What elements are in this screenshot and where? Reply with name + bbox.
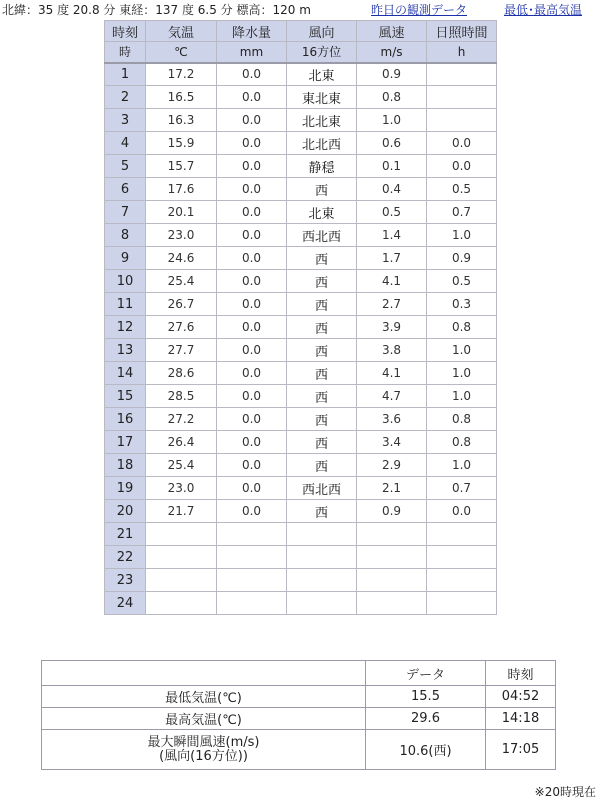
cell-temperature: 17.2 xyxy=(146,63,217,86)
units-row xyxy=(105,42,497,63)
cell-wind-speed: 0.4 xyxy=(357,178,427,201)
extremes-table xyxy=(41,660,556,770)
cell-wind-direction: 西 xyxy=(287,500,357,523)
cell-hour: 17 xyxy=(105,431,146,454)
cell-temperature: 26.7 xyxy=(146,293,217,316)
cell-wind-speed: 4.1 xyxy=(357,270,427,293)
cell-temperature: 27.6 xyxy=(146,316,217,339)
cell-wind-direction: 東北東 xyxy=(287,86,357,109)
cell-sunshine xyxy=(427,63,497,86)
cell-sunshine: 1.0 xyxy=(427,362,497,385)
table-row xyxy=(105,132,497,155)
cell-wind-speed: 3.9 xyxy=(357,316,427,339)
table-row xyxy=(105,546,497,569)
cell-sunshine: 0.7 xyxy=(427,477,497,500)
cell-hour: 18 xyxy=(105,454,146,477)
cell-precipitation: 0.0 xyxy=(217,132,287,155)
yesterday-data-link[interactable]: 昨日の観測データ xyxy=(371,3,468,17)
cell-hour: 3 xyxy=(105,109,146,132)
cell-wind-direction: 西 xyxy=(287,270,357,293)
cell-wind-direction xyxy=(287,523,357,546)
max-gust-time: 17:05 xyxy=(486,730,556,770)
min-temp-time: 04:52 xyxy=(486,686,556,708)
cell-wind-speed: 3.6 xyxy=(357,408,427,431)
cell-sunshine: 1.0 xyxy=(427,224,497,247)
cell-temperature: 26.4 xyxy=(146,431,217,454)
cell-precipitation: 0.0 xyxy=(217,224,287,247)
cell-hour: 15 xyxy=(105,385,146,408)
cell-hour: 14 xyxy=(105,362,146,385)
cell-wind-speed: 0.9 xyxy=(357,63,427,86)
cell-temperature: 28.5 xyxy=(146,385,217,408)
cell-precipitation: 0.0 xyxy=(217,109,287,132)
cell-wind-direction: 西 xyxy=(287,454,357,477)
cell-precipitation xyxy=(217,546,287,569)
cell-sunshine: 1.0 xyxy=(427,454,497,477)
header-precipitation: 降水量 xyxy=(217,21,287,42)
cell-precipitation: 0.0 xyxy=(217,63,287,86)
cell-hour: 12 xyxy=(105,316,146,339)
cell-hour: 23 xyxy=(105,569,146,592)
cell-precipitation xyxy=(217,592,287,615)
cell-wind-direction: 西 xyxy=(287,178,357,201)
table-row xyxy=(105,431,497,454)
cell-temperature xyxy=(146,523,217,546)
cell-temperature xyxy=(146,592,217,615)
cell-wind-direction xyxy=(287,546,357,569)
cell-wind-direction: 西 xyxy=(287,247,357,270)
cell-sunshine: 0.8 xyxy=(427,408,497,431)
cell-sunshine: 0.7 xyxy=(427,201,497,224)
cell-hour: 5 xyxy=(105,155,146,178)
cell-wind-direction: 北東 xyxy=(287,63,357,86)
cell-precipitation: 0.0 xyxy=(217,270,287,293)
extremes-header-blank xyxy=(42,661,366,686)
cell-temperature: 15.7 xyxy=(146,155,217,178)
cell-hour: 11 xyxy=(105,293,146,316)
max-gust-label-line1: 最大瞬間風速(m/s) xyxy=(147,734,260,750)
unit-precipitation: mm xyxy=(217,42,287,63)
cell-hour: 16 xyxy=(105,408,146,431)
unit-sunshine: h xyxy=(427,42,497,63)
min-temp-label: 最低気温(℃) xyxy=(42,686,366,708)
cell-wind-speed: 0.8 xyxy=(357,86,427,109)
table-row xyxy=(105,339,497,362)
cell-temperature: 28.6 xyxy=(146,362,217,385)
cell-temperature: 21.7 xyxy=(146,500,217,523)
cell-wind-direction: 静穏 xyxy=(287,155,357,178)
max-gust-value: 10.6(西) xyxy=(366,730,486,770)
cell-temperature: 27.2 xyxy=(146,408,217,431)
table-row xyxy=(42,686,556,708)
cell-wind-direction: 西 xyxy=(287,293,357,316)
cell-wind-direction: 北東 xyxy=(287,201,357,224)
cell-temperature: 23.0 xyxy=(146,477,217,500)
cell-sunshine: 0.8 xyxy=(427,431,497,454)
location-info: 北緯：35 度 20.8 分 東経：137 度 6.5 分 標高：120 m xyxy=(2,3,311,17)
cell-wind-speed xyxy=(357,569,427,592)
cell-temperature: 16.5 xyxy=(146,86,217,109)
cell-sunshine: 0.5 xyxy=(427,270,497,293)
table-row xyxy=(105,454,497,477)
cell-wind-direction: 西北西 xyxy=(287,224,357,247)
cell-hour: 7 xyxy=(105,201,146,224)
cell-wind-speed: 2.1 xyxy=(357,477,427,500)
max-temp-label: 最高気温(℃) xyxy=(42,708,366,730)
cell-wind-speed: 2.7 xyxy=(357,293,427,316)
table-row xyxy=(42,708,556,730)
cell-hour: 6 xyxy=(105,178,146,201)
cell-precipitation: 0.0 xyxy=(217,339,287,362)
cell-wind-direction: 西 xyxy=(287,316,357,339)
cell-precipitation: 0.0 xyxy=(217,385,287,408)
extremes-header-time: 時刻 xyxy=(486,661,556,686)
max-temp-value: 29.6 xyxy=(366,708,486,730)
unit-time: 時 xyxy=(105,42,146,63)
cell-wind-speed: 4.1 xyxy=(357,362,427,385)
cell-temperature: 20.1 xyxy=(146,201,217,224)
header-time: 時刻 xyxy=(105,21,146,42)
unit-temperature: ℃ xyxy=(146,42,217,63)
cell-precipitation: 0.0 xyxy=(217,178,287,201)
cell-sunshine: 0.0 xyxy=(427,132,497,155)
header-wind-direction: 風向 xyxy=(287,21,357,42)
cell-sunshine: 0.5 xyxy=(427,178,497,201)
extremes-header-row xyxy=(42,661,556,686)
cell-wind-speed: 2.9 xyxy=(357,454,427,477)
header-sunshine: 日照時間 xyxy=(427,21,497,42)
header-row xyxy=(105,21,497,42)
observation-table xyxy=(104,20,497,615)
cell-precipitation: 0.0 xyxy=(217,86,287,109)
cell-wind-speed: 0.5 xyxy=(357,201,427,224)
max-gust-label-line2: (風向(16方位)) xyxy=(159,748,248,764)
table-row xyxy=(105,385,497,408)
table-row xyxy=(105,500,497,523)
cell-sunshine: 0.0 xyxy=(427,500,497,523)
cell-sunshine: 0.8 xyxy=(427,316,497,339)
table-row xyxy=(105,362,497,385)
cell-wind-speed: 0.9 xyxy=(357,500,427,523)
cell-wind-direction xyxy=(287,592,357,615)
cell-sunshine: 1.0 xyxy=(427,339,497,362)
cell-wind-speed xyxy=(357,546,427,569)
cell-temperature: 23.0 xyxy=(146,224,217,247)
cell-precipitation: 0.0 xyxy=(217,431,287,454)
cell-wind-speed: 3.8 xyxy=(357,339,427,362)
cell-wind-direction: 西 xyxy=(287,385,357,408)
cell-temperature: 24.6 xyxy=(146,247,217,270)
cell-temperature xyxy=(146,569,217,592)
cell-sunshine xyxy=(427,592,497,615)
header-temperature: 気温 xyxy=(146,21,217,42)
table-row xyxy=(105,408,497,431)
cell-precipitation: 0.0 xyxy=(217,362,287,385)
cell-wind-speed: 1.7 xyxy=(357,247,427,270)
table-row xyxy=(105,86,497,109)
cell-hour: 4 xyxy=(105,132,146,155)
cell-hour: 21 xyxy=(105,523,146,546)
cell-precipitation: 0.0 xyxy=(217,500,287,523)
table-row xyxy=(105,477,497,500)
header-wind-speed: 風速 xyxy=(357,21,427,42)
cell-wind-speed: 0.6 xyxy=(357,132,427,155)
table-row xyxy=(105,592,497,615)
cell-precipitation: 0.0 xyxy=(217,201,287,224)
cell-sunshine xyxy=(427,569,497,592)
cell-hour: 13 xyxy=(105,339,146,362)
header-bar xyxy=(2,1,600,19)
cell-wind-direction: 北北東 xyxy=(287,109,357,132)
cell-wind-direction: 西 xyxy=(287,408,357,431)
cell-temperature: 25.4 xyxy=(146,270,217,293)
max-gust-label xyxy=(42,730,366,770)
cell-temperature xyxy=(146,546,217,569)
table-row xyxy=(105,293,497,316)
cell-wind-speed xyxy=(357,523,427,546)
cell-wind-speed: 1.0 xyxy=(357,109,427,132)
table-row xyxy=(105,109,497,132)
cell-hour: 22 xyxy=(105,546,146,569)
cell-sunshine: 1.0 xyxy=(427,385,497,408)
table-row xyxy=(42,730,556,770)
table-row xyxy=(105,178,497,201)
max-temp-time: 14:18 xyxy=(486,708,556,730)
min-temp-value: 15.5 xyxy=(366,686,486,708)
cell-precipitation xyxy=(217,523,287,546)
cell-temperature: 27.7 xyxy=(146,339,217,362)
cell-hour: 8 xyxy=(105,224,146,247)
cell-temperature: 15.9 xyxy=(146,132,217,155)
cell-wind-direction: 西 xyxy=(287,362,357,385)
cell-hour: 9 xyxy=(105,247,146,270)
current-time-note: ※20時現在 xyxy=(534,785,596,799)
cell-wind-speed xyxy=(357,592,427,615)
cell-hour: 1 xyxy=(105,63,146,86)
cell-precipitation: 0.0 xyxy=(217,454,287,477)
unit-wind-speed: m/s xyxy=(357,42,427,63)
cell-wind-direction xyxy=(287,569,357,592)
table-row xyxy=(105,270,497,293)
cell-hour: 24 xyxy=(105,592,146,615)
cell-precipitation: 0.0 xyxy=(217,477,287,500)
table-row xyxy=(105,569,497,592)
table-row xyxy=(105,224,497,247)
cell-wind-direction: 西北西 xyxy=(287,477,357,500)
table-row xyxy=(105,316,497,339)
cell-temperature: 16.3 xyxy=(146,109,217,132)
cell-hour: 19 xyxy=(105,477,146,500)
cell-sunshine: 0.0 xyxy=(427,155,497,178)
table-row xyxy=(105,201,497,224)
cell-precipitation: 0.0 xyxy=(217,293,287,316)
cell-precipitation: 0.0 xyxy=(217,316,287,339)
min-max-temperature-link[interactable]: 最低･最高気温 xyxy=(504,3,583,17)
table-row xyxy=(105,523,497,546)
cell-sunshine xyxy=(427,86,497,109)
cell-sunshine: 0.3 xyxy=(427,293,497,316)
cell-wind-direction: 西 xyxy=(287,339,357,362)
unit-wind-direction: 16方位 xyxy=(287,42,357,63)
cell-sunshine xyxy=(427,109,497,132)
table-row xyxy=(105,155,497,178)
cell-sunshine: 0.9 xyxy=(427,247,497,270)
cell-precipitation: 0.0 xyxy=(217,155,287,178)
cell-wind-speed: 4.7 xyxy=(357,385,427,408)
table-row xyxy=(105,247,497,270)
cell-wind-direction: 北北西 xyxy=(287,132,357,155)
cell-sunshine xyxy=(427,546,497,569)
cell-wind-speed: 0.1 xyxy=(357,155,427,178)
cell-temperature: 25.4 xyxy=(146,454,217,477)
extremes-header-data: データ xyxy=(366,661,486,686)
cell-wind-speed: 1.4 xyxy=(357,224,427,247)
cell-precipitation: 0.0 xyxy=(217,408,287,431)
cell-sunshine xyxy=(427,523,497,546)
cell-hour: 2 xyxy=(105,86,146,109)
cell-wind-speed: 3.4 xyxy=(357,431,427,454)
cell-hour: 20 xyxy=(105,500,146,523)
cell-hour: 10 xyxy=(105,270,146,293)
table-row xyxy=(105,63,497,86)
cell-temperature: 17.6 xyxy=(146,178,217,201)
cell-wind-direction: 西 xyxy=(287,431,357,454)
cell-precipitation xyxy=(217,569,287,592)
cell-precipitation: 0.0 xyxy=(217,247,287,270)
